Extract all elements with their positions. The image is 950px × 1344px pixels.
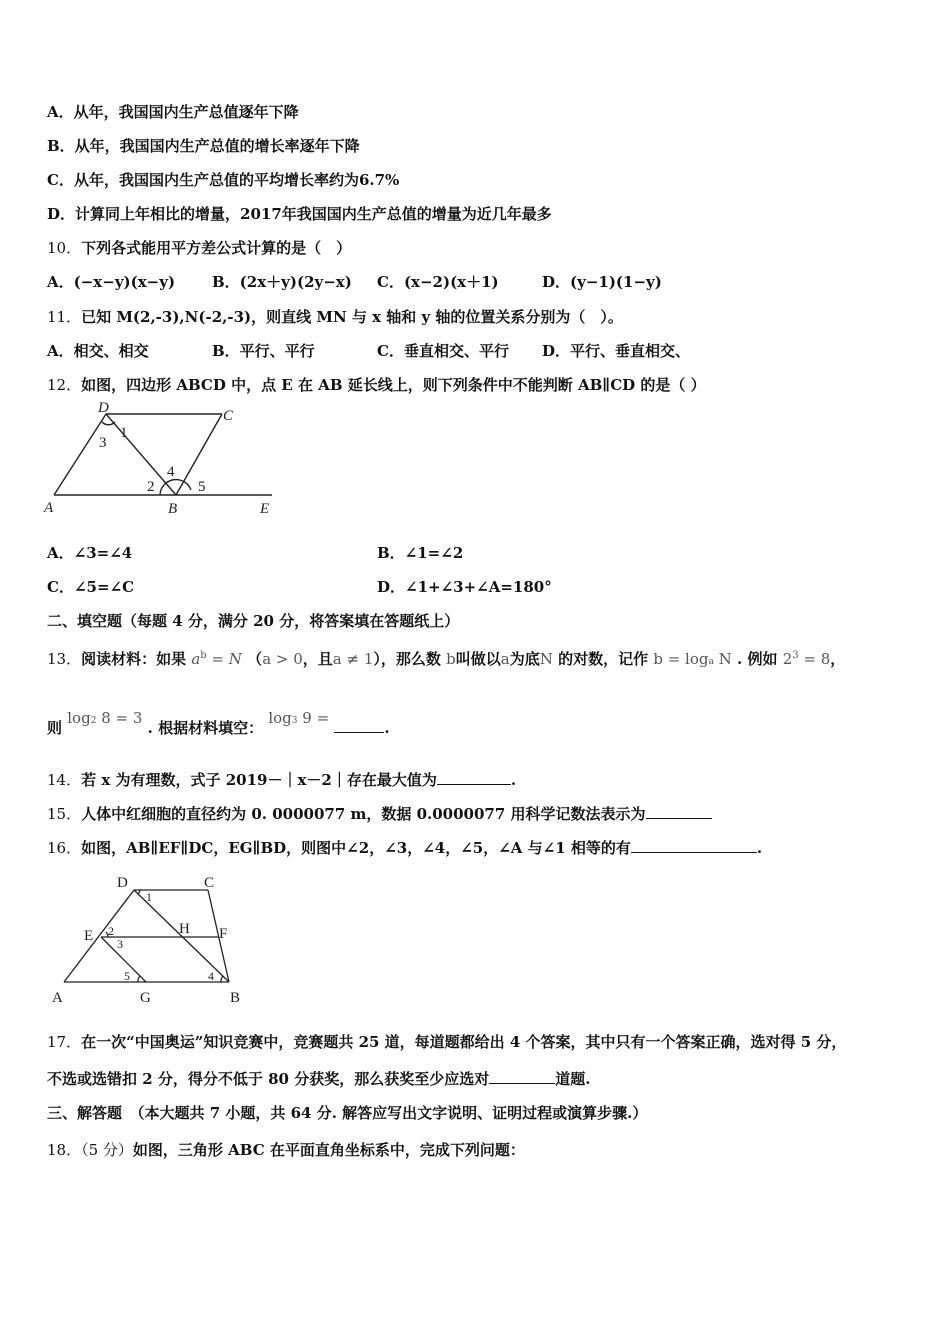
q11-option-c: C．垂直相交、平行: [377, 342, 509, 360]
q9-option-a: A．从年，我国国内生产总值逐年下降: [47, 103, 299, 121]
q13-line2: [47, 709, 390, 741]
q10-option-a: A．(−x−y)(x−y): [47, 273, 176, 291]
q15: [47, 804, 712, 824]
fig16-label-5: 5: [124, 969, 130, 983]
q17-line2: [47, 1069, 590, 1089]
angle-arc-4: [221, 976, 223, 982]
q13-math-eq-n: = N: [206, 650, 242, 668]
fig12-label-5: 5: [198, 479, 206, 495]
q13-math-n: N: [539, 650, 553, 668]
section-fill-in-heading: 二、填空题（每题 4 分，满分 20 分，将答案填在答题纸上）: [47, 612, 460, 630]
q10-text: 下列各式能用平方差公式计算的是（ ）: [81, 239, 352, 257]
q12-option-c: C．∠5=∠C: [47, 578, 135, 596]
q12-option-a: A．∠3=∠4: [47, 544, 133, 562]
fig12-label-c: C: [223, 408, 234, 424]
q18-number: 18．: [47, 1141, 82, 1159]
q14-number: 14．: [47, 771, 82, 789]
q12-option-d: D．∠1+∠3+∠A=180°: [377, 578, 552, 596]
q17-text-2: 不选或选错扣 2 分，得分不低于 80 分获奖，那么获奖至少应选对: [47, 1070, 490, 1088]
q16-end: .: [756, 839, 763, 857]
q13-text-12: .: [384, 719, 390, 737]
q12-options-row1: [47, 543, 463, 563]
q10-number: 10．: [47, 239, 82, 257]
q10-stem: [47, 238, 351, 258]
fig12-label-4: 4: [167, 464, 175, 480]
q13-line1: [47, 646, 845, 672]
q13-math-log-base: a: [708, 657, 714, 667]
q13-text-2: （: [247, 650, 263, 668]
q13-math-log-def: [653, 650, 731, 668]
q12-option-b: B．∠1=∠2: [377, 544, 464, 562]
q13-text-3: ，且: [302, 650, 333, 668]
q13-math-log3: [268, 709, 329, 727]
fig12-label-2: 2: [147, 479, 155, 495]
q10-option-b: B．(2x＋y)(2y−x): [212, 273, 352, 291]
fig16-label-4: 4: [208, 969, 214, 983]
q13-text-6: 为底: [509, 650, 540, 668]
q15-text: 人体中红细胞的直径约为 0. 0000077 m，数据 0.0000077 用科学记数法表示为: [81, 805, 646, 823]
q11-number: 11．: [47, 308, 82, 326]
q14-text: 若 x 为有理数，式子 2019－｜x－2｜存在最大值为: [81, 771, 437, 789]
q18-score: （5 分）: [81, 1141, 133, 1159]
q13-math-example: [783, 650, 831, 668]
fig16-label-b: B: [230, 990, 241, 1006]
fig12-label-b: B: [168, 501, 178, 517]
q13-math-eq-8: = 8: [798, 650, 831, 668]
fig16-label-a: A: [52, 990, 63, 1006]
q17-answer-blank[interactable]: [489, 1069, 555, 1084]
q17-text-1: 在一次“中国奥运”知识竞赛中，竞赛题共 25 道，每道题都给出 4 个答案，其中只有一个答案正确，选对得 5 分，: [81, 1033, 847, 1051]
q13-text-8: . 例如: [737, 650, 778, 668]
fig16-label-2: 2: [108, 924, 114, 938]
fig12-label-d: D: [98, 400, 109, 416]
q13-math-log3-log: log: [268, 709, 292, 727]
q13-text-9: ，: [830, 650, 846, 668]
q13-math-log-n: N: [713, 650, 732, 668]
q10-options: [47, 272, 662, 292]
q13-math-log2-val: 8 = 3: [96, 709, 143, 727]
fig16-label-h: H: [179, 921, 190, 937]
angle-arc-5: [138, 976, 140, 982]
fig12-label-3: 3: [99, 435, 107, 451]
q12-options-row2: [47, 577, 552, 597]
q11-option-b: B．平行、平行: [212, 342, 315, 360]
q13-math-2: 2: [782, 650, 793, 668]
fig16-label-d: D: [117, 875, 128, 891]
q13-math-log3-val: 9 =: [297, 709, 330, 727]
q11-text: 已知 M(2,-3),N(-2,-3)，则直线 MN 与 x 轴和 y 轴的位置关系分别为（ ）。: [81, 308, 623, 326]
q16-text: 如图，AB∥EF∥DC，EG∥BD，则图中∠2，∠3，∠4，∠5，∠A 与∠1 相等的有: [81, 839, 631, 857]
fig12-label-e: E: [260, 501, 270, 517]
q16-answer-blank[interactable]: [631, 838, 757, 853]
fig12-label-1: 1: [120, 425, 128, 441]
q13-math-a-pos: a > 0: [262, 650, 303, 668]
q16-figure: [44, 868, 264, 1010]
q13-math-a-ne-1: a ≠ 1: [332, 650, 374, 668]
q11-stem: [47, 307, 623, 327]
q17-number: 17．: [47, 1033, 82, 1051]
q13-text-10: 则: [47, 719, 63, 737]
q14-answer-blank[interactable]: [437, 770, 511, 785]
q13-text-4: ），那么数: [373, 650, 441, 668]
fig16-label-f: F: [219, 926, 228, 942]
q13-answer-blank[interactable]: [334, 718, 384, 733]
fig16-label-3: 3: [117, 937, 123, 951]
section-solve-heading: 三、解答题 （本大题共 7 小题，共 64 分. 解答应写出文字说明、证明过程或演算步骤.）: [47, 1104, 648, 1122]
q13-math-a: a: [191, 650, 201, 668]
fig16-label-e: E: [84, 928, 94, 944]
q11-option-d: D．平行、垂直相交、: [542, 342, 691, 360]
q11-options: [47, 341, 690, 361]
q11-option-a: A．相交、相交: [47, 342, 149, 360]
q14-end: .: [510, 771, 517, 789]
q13-math-power: [191, 650, 242, 668]
fig16-label-g: G: [140, 990, 151, 1006]
q12-text: 如图，四边形 ABCD 中，点 E 在 AB 延长线上，则下列条件中不能判断 AB∥CD 的是（ ）: [81, 376, 706, 394]
q12-number: 12．: [47, 376, 82, 394]
q9-option-d: D．计算同上年相比的增量，2017年我国国内生产总值的增量为近几年最多: [47, 205, 552, 223]
q13-text-1: 阅读材料：如果: [81, 650, 187, 668]
q17-line1: [47, 1032, 846, 1052]
q14: [47, 770, 516, 790]
fig12-label-a: A: [44, 500, 54, 516]
q18-text: 如图，三角形 ABC 在平面直角坐标系中，完成下列问题：: [132, 1141, 525, 1159]
q13-math-log3-base: 3: [291, 716, 298, 726]
segment-ad: [54, 414, 106, 495]
q13-math-log2: [67, 709, 142, 727]
q17-text-3: 道题.: [555, 1070, 591, 1088]
q13-math-3-sup: 3: [792, 650, 799, 661]
q10-option-d: D．(y−1)(1−y): [542, 273, 662, 291]
q13-text-5: 叫做以: [455, 650, 501, 668]
q15-number: 15．: [47, 805, 82, 823]
q18: [47, 1140, 525, 1160]
q16-number: 16．: [47, 839, 82, 857]
q12-figure: [40, 400, 285, 520]
q12-stem: [47, 375, 706, 395]
fig16-label-c: C: [204, 875, 215, 891]
q13-math-log: b = log: [653, 650, 709, 668]
q16: [47, 838, 762, 858]
q13-math-log2-base: 2: [90, 716, 97, 726]
q13-math-b-sup: b: [200, 650, 207, 661]
q13-text-7: 的对数，记作: [558, 650, 649, 668]
q13-math-b: b: [446, 650, 456, 668]
q9-option-b: B．从年，我国国内生产总值的增长率逐年下降: [47, 137, 360, 155]
q13-number: 13．: [47, 650, 82, 668]
q9-option-c: C．从年，我国国内生产总值的平均增长率约为6.7%: [47, 171, 400, 189]
q10-option-c: C．(x−2)(x＋1): [377, 273, 499, 291]
q15-answer-blank[interactable]: [646, 804, 712, 819]
q13-math-log2-log: log: [67, 709, 91, 727]
q13-text-11: . 根据材料填空：: [147, 719, 264, 737]
q13-math-a2: a: [500, 650, 510, 668]
fig16-label-1: 1: [146, 890, 152, 904]
